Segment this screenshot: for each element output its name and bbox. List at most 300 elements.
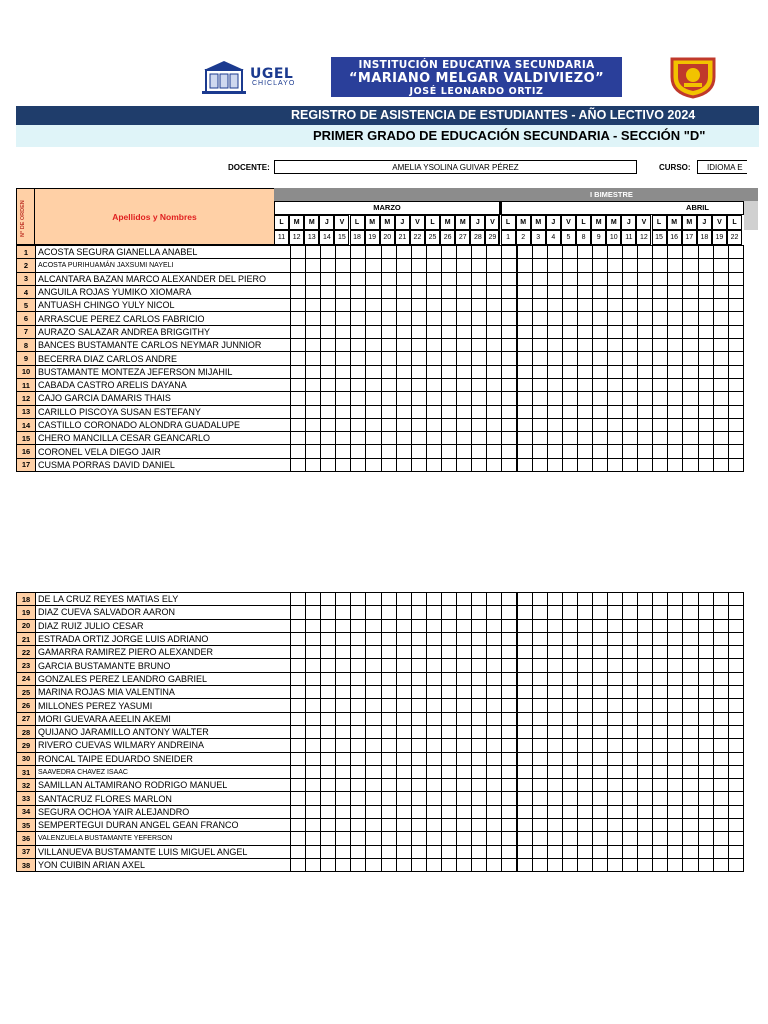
attendance-cell[interactable] xyxy=(668,312,683,325)
attendance-cell[interactable] xyxy=(411,672,426,685)
attendance-cell[interactable] xyxy=(668,432,683,445)
attendance-cell[interactable] xyxy=(683,805,698,818)
attendance-cell[interactable] xyxy=(698,779,713,792)
attendance-cell[interactable] xyxy=(502,352,517,365)
attendance-cell[interactable] xyxy=(517,378,532,391)
attendance-cell[interactable] xyxy=(623,312,638,325)
attendance-cell[interactable] xyxy=(472,632,487,645)
attendance-cell[interactable] xyxy=(607,646,622,659)
attendance-cell[interactable] xyxy=(351,299,366,312)
attendance-cell[interactable] xyxy=(381,832,396,845)
attendance-cell[interactable] xyxy=(532,352,547,365)
attendance-cell[interactable] xyxy=(623,725,638,738)
attendance-cell[interactable] xyxy=(487,458,502,471)
attendance-cell[interactable] xyxy=(623,285,638,298)
attendance-cell[interactable] xyxy=(532,285,547,298)
attendance-cell[interactable] xyxy=(623,432,638,445)
attendance-cell[interactable] xyxy=(517,792,532,805)
attendance-cell[interactable] xyxy=(638,272,653,285)
attendance-cell[interactable] xyxy=(683,339,698,352)
attendance-cell[interactable] xyxy=(306,392,321,405)
attendance-cell[interactable] xyxy=(291,285,306,298)
attendance-cell[interactable] xyxy=(607,272,622,285)
attendance-cell[interactable] xyxy=(321,445,336,458)
attendance-cell[interactable] xyxy=(547,312,562,325)
attendance-cell[interactable] xyxy=(396,418,411,431)
attendance-cell[interactable] xyxy=(336,312,351,325)
attendance-cell[interactable] xyxy=(728,659,743,672)
attendance-cell[interactable] xyxy=(487,819,502,832)
attendance-cell[interactable] xyxy=(502,458,517,471)
attendance-cell[interactable] xyxy=(577,792,592,805)
attendance-cell[interactable] xyxy=(426,805,441,818)
attendance-cell[interactable] xyxy=(336,752,351,765)
attendance-cell[interactable] xyxy=(577,672,592,685)
attendance-cell[interactable] xyxy=(577,845,592,858)
attendance-cell[interactable] xyxy=(653,845,668,858)
attendance-cell[interactable] xyxy=(683,325,698,338)
attendance-cell[interactable] xyxy=(457,632,472,645)
attendance-cell[interactable] xyxy=(411,246,426,259)
attendance-cell[interactable] xyxy=(381,405,396,418)
attendance-cell[interactable] xyxy=(502,606,517,619)
attendance-cell[interactable] xyxy=(668,606,683,619)
attendance-cell[interactable] xyxy=(306,312,321,325)
attendance-cell[interactable] xyxy=(698,739,713,752)
attendance-cell[interactable] xyxy=(411,739,426,752)
attendance-cell[interactable] xyxy=(577,619,592,632)
attendance-cell[interactable] xyxy=(366,246,381,259)
attendance-cell[interactable] xyxy=(381,246,396,259)
attendance-cell[interactable] xyxy=(683,299,698,312)
attendance-cell[interactable] xyxy=(653,352,668,365)
attendance-cell[interactable] xyxy=(351,272,366,285)
attendance-cell[interactable] xyxy=(366,805,381,818)
attendance-cell[interactable] xyxy=(562,672,577,685)
attendance-cell[interactable] xyxy=(698,285,713,298)
attendance-cell[interactable] xyxy=(607,445,622,458)
attendance-cell[interactable] xyxy=(381,779,396,792)
attendance-cell[interactable] xyxy=(381,458,396,471)
attendance-cell[interactable] xyxy=(668,712,683,725)
attendance-cell[interactable] xyxy=(713,246,728,259)
attendance-cell[interactable] xyxy=(396,672,411,685)
attendance-cell[interactable] xyxy=(411,619,426,632)
attendance-cell[interactable] xyxy=(728,805,743,818)
attendance-cell[interactable] xyxy=(457,458,472,471)
attendance-cell[interactable] xyxy=(577,632,592,645)
attendance-cell[interactable] xyxy=(457,352,472,365)
attendance-cell[interactable] xyxy=(653,285,668,298)
attendance-cell[interactable] xyxy=(351,659,366,672)
attendance-cell[interactable] xyxy=(502,365,517,378)
attendance-cell[interactable] xyxy=(728,858,743,871)
attendance-cell[interactable] xyxy=(321,672,336,685)
attendance-cell[interactable] xyxy=(351,392,366,405)
attendance-cell[interactable] xyxy=(562,285,577,298)
attendance-cell[interactable] xyxy=(577,765,592,778)
attendance-cell[interactable] xyxy=(547,405,562,418)
attendance-cell[interactable] xyxy=(306,672,321,685)
attendance-cell[interactable] xyxy=(366,392,381,405)
attendance-cell[interactable] xyxy=(562,365,577,378)
attendance-cell[interactable] xyxy=(351,259,366,272)
attendance-cell[interactable] xyxy=(426,458,441,471)
attendance-cell[interactable] xyxy=(562,686,577,699)
attendance-cell[interactable] xyxy=(351,672,366,685)
attendance-cell[interactable] xyxy=(562,712,577,725)
attendance-cell[interactable] xyxy=(653,832,668,845)
attendance-cell[interactable] xyxy=(441,405,456,418)
attendance-cell[interactable] xyxy=(351,312,366,325)
attendance-cell[interactable] xyxy=(532,686,547,699)
attendance-cell[interactable] xyxy=(366,352,381,365)
attendance-cell[interactable] xyxy=(472,285,487,298)
attendance-cell[interactable] xyxy=(728,699,743,712)
attendance-cell[interactable] xyxy=(728,819,743,832)
attendance-cell[interactable] xyxy=(321,392,336,405)
attendance-cell[interactable] xyxy=(713,458,728,471)
attendance-cell[interactable] xyxy=(728,325,743,338)
attendance-cell[interactable] xyxy=(411,458,426,471)
attendance-cell[interactable] xyxy=(713,339,728,352)
attendance-cell[interactable] xyxy=(547,765,562,778)
attendance-cell[interactable] xyxy=(381,312,396,325)
attendance-cell[interactable] xyxy=(517,325,532,338)
attendance-cell[interactable] xyxy=(457,779,472,792)
attendance-cell[interactable] xyxy=(607,819,622,832)
attendance-cell[interactable] xyxy=(441,712,456,725)
attendance-cell[interactable] xyxy=(698,619,713,632)
attendance-cell[interactable] xyxy=(381,845,396,858)
attendance-cell[interactable] xyxy=(623,619,638,632)
attendance-cell[interactable] xyxy=(698,792,713,805)
attendance-cell[interactable] xyxy=(653,312,668,325)
attendance-cell[interactable] xyxy=(592,699,607,712)
attendance-cell[interactable] xyxy=(502,392,517,405)
attendance-cell[interactable] xyxy=(562,458,577,471)
attendance-cell[interactable] xyxy=(577,819,592,832)
attendance-cell[interactable] xyxy=(592,819,607,832)
attendance-cell[interactable] xyxy=(441,272,456,285)
attendance-cell[interactable] xyxy=(457,712,472,725)
attendance-cell[interactable] xyxy=(713,712,728,725)
attendance-cell[interactable] xyxy=(683,405,698,418)
attendance-cell[interactable] xyxy=(411,779,426,792)
attendance-cell[interactable] xyxy=(683,606,698,619)
attendance-cell[interactable] xyxy=(487,445,502,458)
attendance-cell[interactable] xyxy=(653,418,668,431)
attendance-cell[interactable] xyxy=(381,445,396,458)
attendance-cell[interactable] xyxy=(366,378,381,391)
attendance-cell[interactable] xyxy=(351,858,366,871)
attendance-cell[interactable] xyxy=(336,659,351,672)
attendance-cell[interactable] xyxy=(517,432,532,445)
attendance-cell[interactable] xyxy=(607,619,622,632)
attendance-cell[interactable] xyxy=(411,805,426,818)
attendance-cell[interactable] xyxy=(517,805,532,818)
attendance-cell[interactable] xyxy=(653,458,668,471)
attendance-cell[interactable] xyxy=(698,458,713,471)
attendance-cell[interactable] xyxy=(487,285,502,298)
attendance-cell[interactable] xyxy=(668,832,683,845)
attendance-cell[interactable] xyxy=(457,312,472,325)
attendance-cell[interactable] xyxy=(562,392,577,405)
attendance-cell[interactable] xyxy=(547,272,562,285)
attendance-cell[interactable] xyxy=(728,593,743,606)
attendance-cell[interactable] xyxy=(426,619,441,632)
attendance-cell[interactable] xyxy=(668,325,683,338)
attendance-cell[interactable] xyxy=(638,725,653,738)
attendance-cell[interactable] xyxy=(577,646,592,659)
attendance-cell[interactable] xyxy=(592,432,607,445)
attendance-cell[interactable] xyxy=(562,259,577,272)
attendance-cell[interactable] xyxy=(623,458,638,471)
attendance-cell[interactable] xyxy=(562,272,577,285)
attendance-cell[interactable] xyxy=(517,699,532,712)
attendance-cell[interactable] xyxy=(396,339,411,352)
attendance-cell[interactable] xyxy=(411,752,426,765)
attendance-cell[interactable] xyxy=(411,365,426,378)
attendance-cell[interactable] xyxy=(668,619,683,632)
attendance-cell[interactable] xyxy=(457,858,472,871)
attendance-cell[interactable] xyxy=(638,819,653,832)
attendance-cell[interactable] xyxy=(653,725,668,738)
attendance-cell[interactable] xyxy=(457,392,472,405)
attendance-cell[interactable] xyxy=(683,725,698,738)
attendance-cell[interactable] xyxy=(577,325,592,338)
attendance-cell[interactable] xyxy=(321,765,336,778)
attendance-cell[interactable] xyxy=(441,299,456,312)
attendance-cell[interactable] xyxy=(321,246,336,259)
attendance-cell[interactable] xyxy=(547,378,562,391)
attendance-cell[interactable] xyxy=(728,405,743,418)
attendance-cell[interactable] xyxy=(336,672,351,685)
attendance-cell[interactable] xyxy=(321,285,336,298)
attendance-cell[interactable] xyxy=(502,325,517,338)
attendance-cell[interactable] xyxy=(683,352,698,365)
attendance-cell[interactable] xyxy=(668,352,683,365)
attendance-cell[interactable] xyxy=(532,765,547,778)
attendance-cell[interactable] xyxy=(351,779,366,792)
attendance-cell[interactable] xyxy=(607,672,622,685)
attendance-cell[interactable] xyxy=(547,246,562,259)
attendance-cell[interactable] xyxy=(366,365,381,378)
attendance-cell[interactable] xyxy=(336,593,351,606)
attendance-cell[interactable] xyxy=(336,832,351,845)
attendance-cell[interactable] xyxy=(291,765,306,778)
attendance-cell[interactable] xyxy=(517,845,532,858)
attendance-cell[interactable] xyxy=(547,686,562,699)
attendance-cell[interactable] xyxy=(426,712,441,725)
attendance-cell[interactable] xyxy=(547,725,562,738)
attendance-cell[interactable] xyxy=(366,858,381,871)
attendance-cell[interactable] xyxy=(366,312,381,325)
attendance-cell[interactable] xyxy=(487,752,502,765)
attendance-cell[interactable] xyxy=(457,285,472,298)
attendance-cell[interactable] xyxy=(638,619,653,632)
attendance-cell[interactable] xyxy=(668,819,683,832)
attendance-cell[interactable] xyxy=(517,752,532,765)
attendance-cell[interactable] xyxy=(592,619,607,632)
attendance-cell[interactable] xyxy=(457,792,472,805)
attendance-cell[interactable] xyxy=(321,405,336,418)
attendance-cell[interactable] xyxy=(472,819,487,832)
attendance-cell[interactable] xyxy=(577,725,592,738)
attendance-cell[interactable] xyxy=(472,365,487,378)
attendance-cell[interactable] xyxy=(472,712,487,725)
attendance-cell[interactable] xyxy=(306,659,321,672)
attendance-cell[interactable] xyxy=(381,765,396,778)
attendance-cell[interactable] xyxy=(517,779,532,792)
attendance-cell[interactable] xyxy=(623,819,638,832)
attendance-cell[interactable] xyxy=(638,646,653,659)
attendance-cell[interactable] xyxy=(396,832,411,845)
attendance-cell[interactable] xyxy=(592,312,607,325)
attendance-cell[interactable] xyxy=(502,659,517,672)
attendance-cell[interactable] xyxy=(336,765,351,778)
attendance-cell[interactable] xyxy=(487,619,502,632)
attendance-cell[interactable] xyxy=(396,285,411,298)
attendance-cell[interactable] xyxy=(336,405,351,418)
attendance-cell[interactable] xyxy=(426,686,441,699)
attendance-cell[interactable] xyxy=(577,299,592,312)
attendance-cell[interactable] xyxy=(396,765,411,778)
attendance-cell[interactable] xyxy=(728,418,743,431)
attendance-cell[interactable] xyxy=(653,259,668,272)
attendance-cell[interactable] xyxy=(713,619,728,632)
attendance-cell[interactable] xyxy=(713,325,728,338)
attendance-cell[interactable] xyxy=(457,299,472,312)
attendance-cell[interactable] xyxy=(562,819,577,832)
attendance-cell[interactable] xyxy=(653,606,668,619)
attendance-cell[interactable] xyxy=(381,805,396,818)
attendance-cell[interactable] xyxy=(683,832,698,845)
attendance-cell[interactable] xyxy=(653,392,668,405)
attendance-cell[interactable] xyxy=(623,686,638,699)
attendance-cell[interactable] xyxy=(517,418,532,431)
attendance-cell[interactable] xyxy=(336,378,351,391)
attendance-cell[interactable] xyxy=(683,365,698,378)
attendance-cell[interactable] xyxy=(577,378,592,391)
attendance-cell[interactable] xyxy=(426,725,441,738)
attendance-cell[interactable] xyxy=(396,725,411,738)
attendance-cell[interactable] xyxy=(623,352,638,365)
attendance-cell[interactable] xyxy=(683,858,698,871)
attendance-cell[interactable] xyxy=(366,712,381,725)
attendance-cell[interactable] xyxy=(487,832,502,845)
attendance-cell[interactable] xyxy=(457,752,472,765)
attendance-cell[interactable] xyxy=(396,699,411,712)
attendance-cell[interactable] xyxy=(366,646,381,659)
attendance-cell[interactable] xyxy=(562,739,577,752)
attendance-cell[interactable] xyxy=(457,699,472,712)
attendance-cell[interactable] xyxy=(577,659,592,672)
attendance-cell[interactable] xyxy=(396,312,411,325)
attendance-cell[interactable] xyxy=(336,352,351,365)
attendance-cell[interactable] xyxy=(547,832,562,845)
attendance-cell[interactable] xyxy=(321,819,336,832)
attendance-cell[interactable] xyxy=(728,339,743,352)
attendance-cell[interactable] xyxy=(457,619,472,632)
attendance-cell[interactable] xyxy=(411,712,426,725)
attendance-cell[interactable] xyxy=(411,632,426,645)
attendance-cell[interactable] xyxy=(623,392,638,405)
attendance-cell[interactable] xyxy=(728,632,743,645)
attendance-cell[interactable] xyxy=(577,285,592,298)
attendance-cell[interactable] xyxy=(683,672,698,685)
attendance-cell[interactable] xyxy=(683,246,698,259)
attendance-cell[interactable] xyxy=(638,285,653,298)
attendance-cell[interactable] xyxy=(713,285,728,298)
attendance-cell[interactable] xyxy=(547,845,562,858)
attendance-cell[interactable] xyxy=(668,739,683,752)
attendance-cell[interactable] xyxy=(547,632,562,645)
attendance-cell[interactable] xyxy=(321,632,336,645)
attendance-cell[interactable] xyxy=(607,805,622,818)
attendance-cell[interactable] xyxy=(607,832,622,845)
attendance-cell[interactable] xyxy=(426,312,441,325)
attendance-cell[interactable] xyxy=(532,845,547,858)
attendance-cell[interactable] xyxy=(668,858,683,871)
attendance-cell[interactable] xyxy=(396,858,411,871)
attendance-cell[interactable] xyxy=(517,619,532,632)
attendance-cell[interactable] xyxy=(336,606,351,619)
attendance-cell[interactable] xyxy=(336,246,351,259)
attendance-cell[interactable] xyxy=(411,418,426,431)
attendance-cell[interactable] xyxy=(381,378,396,391)
attendance-cell[interactable] xyxy=(517,765,532,778)
attendance-cell[interactable] xyxy=(607,432,622,445)
attendance-cell[interactable] xyxy=(532,699,547,712)
attendance-cell[interactable] xyxy=(396,819,411,832)
attendance-cell[interactable] xyxy=(396,299,411,312)
attendance-cell[interactable] xyxy=(426,285,441,298)
attendance-cell[interactable] xyxy=(321,325,336,338)
attendance-cell[interactable] xyxy=(698,339,713,352)
attendance-cell[interactable] xyxy=(396,632,411,645)
attendance-cell[interactable] xyxy=(502,285,517,298)
attendance-cell[interactable] xyxy=(698,659,713,672)
attendance-cell[interactable] xyxy=(623,365,638,378)
attendance-cell[interactable] xyxy=(592,352,607,365)
attendance-cell[interactable] xyxy=(713,646,728,659)
attendance-cell[interactable] xyxy=(577,405,592,418)
attendance-cell[interactable] xyxy=(291,632,306,645)
attendance-cell[interactable] xyxy=(502,259,517,272)
attendance-cell[interactable] xyxy=(547,325,562,338)
attendance-cell[interactable] xyxy=(577,752,592,765)
attendance-cell[interactable] xyxy=(441,392,456,405)
attendance-cell[interactable] xyxy=(381,659,396,672)
attendance-cell[interactable] xyxy=(562,445,577,458)
attendance-cell[interactable] xyxy=(592,246,607,259)
attendance-cell[interactable] xyxy=(698,365,713,378)
attendance-cell[interactable] xyxy=(472,458,487,471)
attendance-cell[interactable] xyxy=(306,606,321,619)
attendance-cell[interactable] xyxy=(457,259,472,272)
attendance-cell[interactable] xyxy=(592,339,607,352)
attendance-cell[interactable] xyxy=(698,352,713,365)
attendance-cell[interactable] xyxy=(698,246,713,259)
attendance-cell[interactable] xyxy=(653,339,668,352)
attendance-cell[interactable] xyxy=(562,646,577,659)
attendance-cell[interactable] xyxy=(441,312,456,325)
attendance-cell[interactable] xyxy=(366,299,381,312)
attendance-cell[interactable] xyxy=(502,712,517,725)
attendance-cell[interactable] xyxy=(396,458,411,471)
attendance-cell[interactable] xyxy=(457,646,472,659)
